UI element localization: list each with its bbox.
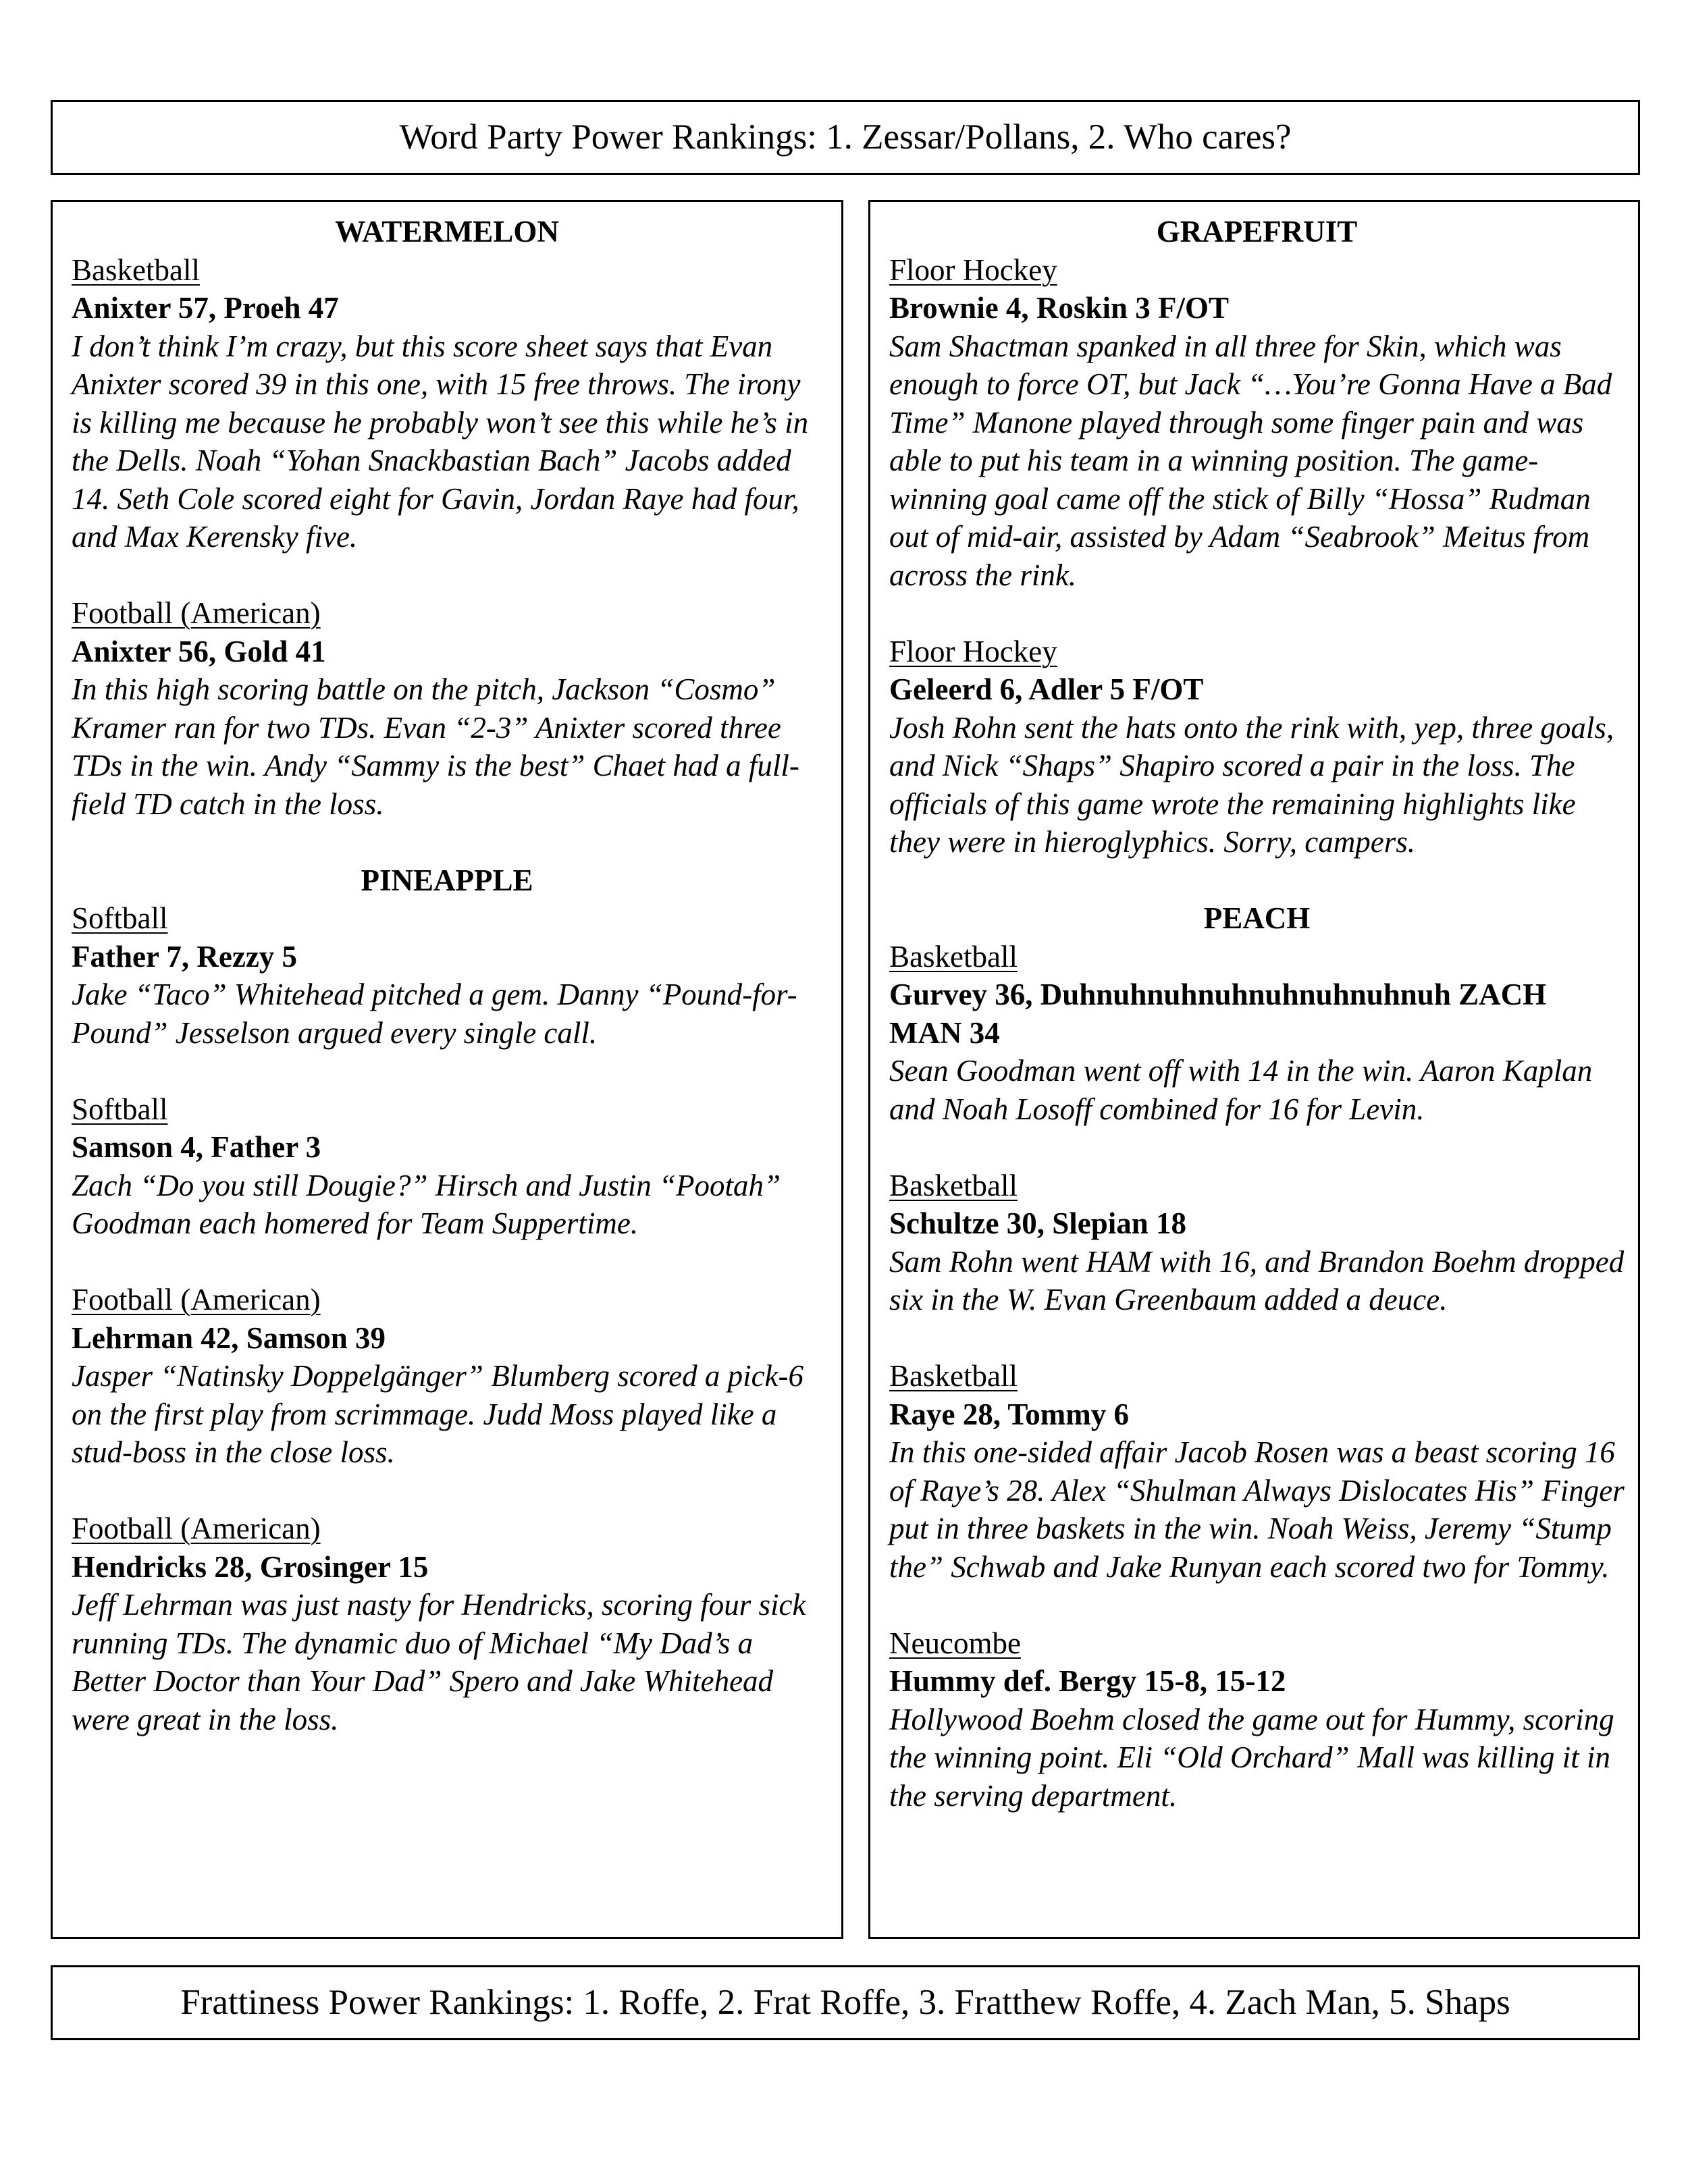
sport-label: Basketball bbox=[889, 939, 1018, 974]
sport-label: Softball bbox=[72, 1092, 168, 1126]
game-score: Lehrman 42, Samson 39 bbox=[72, 1321, 386, 1355]
game-score: Anixter 57, Proeh 47 bbox=[72, 291, 339, 325]
sport-label: Softball bbox=[72, 901, 168, 935]
game-summary: Jeff Lehrman was just nasty for Hendricks, scoring four sick running TDs. The dynamic duo of Michael “My Dad’s a Better Doctor than Your Dad” Spero and Jake Whitehead were great in the loss. bbox=[72, 1588, 806, 1736]
header-banner bbox=[51, 100, 1640, 175]
sport-label: Football (American) bbox=[72, 1512, 321, 1545]
sport-label: Neucombe bbox=[889, 1626, 1021, 1660]
section-heading-watermelon: WATERMELON bbox=[335, 215, 559, 248]
game-summary: Sam Rohn went HAM with 16, and Brandon Boehm dropped six in the W. Evan Greenbaum added a deuce. bbox=[889, 1244, 1625, 1316]
sport-label: Football (American) bbox=[72, 596, 321, 630]
game-summary: Sean Goodman went off with 14 in the win. Aaron Kaplan and Noah Losoff combined for 16 for Levin. bbox=[889, 1054, 1593, 1126]
game-score: Geleerd 6, Adler 5 F/OT bbox=[889, 672, 1204, 706]
game-score: Raye 28, Tommy 6 bbox=[889, 1397, 1130, 1431]
game-score: Gurvey 36, Duhnuhnuhnuhnuhnuhnuhnuh ZACH MAN 34 bbox=[889, 978, 1547, 1050]
sport-label: Floor Hockey bbox=[889, 634, 1057, 668]
game-score: Samson 4, Father 3 bbox=[72, 1130, 321, 1164]
footer-banner bbox=[51, 1965, 1640, 2040]
game-summary: Josh Rohn sent the hats onto the rink with, yep, three goals, and Nick “Shaps” Shapiro scored a pair in the loss. The officials of this game wrote the remaining highlights like they were in hieroglyphics. Sorry, campers. bbox=[889, 710, 1614, 859]
sport-label: Basketball bbox=[72, 252, 200, 287]
game-summary: Zach “Do you still Dougie?” Hirsch and Justin “Pootah” Goodman each homered for Team Suppertime. bbox=[72, 1168, 781, 1240]
sport-label: Basketball bbox=[889, 1168, 1018, 1202]
game-summary: Hollywood Boehm closed the game out for Hummy, scoring the winning point. Eli “Old Orchard” Mall was killing it in the serving department. bbox=[889, 1702, 1614, 1813]
game-score: Hendricks 28, Grosinger 15 bbox=[72, 1549, 429, 1584]
section-heading-grapefruit: GRAPEFRUIT bbox=[1156, 215, 1358, 248]
game-score: Anixter 56, Gold 41 bbox=[72, 634, 326, 668]
game-score: Schultze 30, Slepian 18 bbox=[889, 1206, 1187, 1240]
sport-label: Floor Hockey bbox=[889, 252, 1057, 287]
right-column bbox=[868, 200, 1640, 1939]
game-summary: In this one-sided affair Jacob Rosen was a beast scoring 16 of Raye’s 28. Alex “Shulman Always Dislocates His” Finger put in three baskets in the win. Noah Weiss, Jeremy “Stump the” Schwab and Jake Runyan each scored two for Tommy. bbox=[889, 1435, 1625, 1584]
game-summary: Sam Shactman spanked in all three for Skin, which was enough to force OT, but Jack “…You’re Gonna Have a Bad Time” Manone played through some finger pain and was able to put his team in a winning position. The game-winning goal came off the stick of Billy “Hossa” Rudman out of mid-air, assisted by Adam “Seabrook” Meitus from across the rink. bbox=[889, 329, 1612, 592]
game-score: Father 7, Rezzy 5 bbox=[72, 939, 298, 974]
game-score: Brownie 4, Roskin 3 F/OT bbox=[889, 291, 1229, 325]
game-summary: Jasper “Natinsky Doppelgänger” Blumberg scored a pick-6 on the first play from scrimmage. Judd Moss played like a stud-boss in the close loss. bbox=[72, 1359, 803, 1469]
sport-label: Basketball bbox=[889, 1359, 1018, 1393]
sport-label: Football (American) bbox=[72, 1283, 321, 1316]
game-summary: Jake “Taco” Whitehead pitched a gem. Danny “Pound-for-Pound” Jesselson argued every single call. bbox=[72, 978, 797, 1050]
game-summary: In this high scoring battle on the pitch, Jackson “Cosmo” Kramer ran for two TDs. Evan “2-3” Anixter scored three TDs in the win. Andy “Sammy is the best” Chaet had a full-field TD catch in the loss. bbox=[72, 672, 799, 821]
left-column bbox=[51, 200, 843, 1939]
section-heading-pineapple: PINEAPPLE bbox=[361, 863, 533, 897]
section-heading-peach: PEACH bbox=[1203, 901, 1311, 935]
game-score: Hummy def. Bergy 15-8, 15-12 bbox=[889, 1664, 1286, 1698]
game-summary: I don’t think I’m crazy, but this score sheet says that Evan Anixter scored 39 in this one, with 15 free throws. The irony is killing me because he probably won’t see this while he’s in the Dells. Noah “Yohan Snackbastian Bach” Jacobs added 14. Seth Cole scored eight for Gavin, Jordan Raye had four, and Max Kerensky five. bbox=[72, 329, 809, 554]
header-title: Word Party Power Rankings: 1. Zessar/Pollans, 2. Who cares? bbox=[399, 117, 1292, 157]
footer-title: Frattiness Power Rankings: 1. Roffe, 2. Frat Roffe, 3. Fratthew Roffe, 4. Zach Man, 5. Shaps bbox=[180, 1982, 1510, 2022]
